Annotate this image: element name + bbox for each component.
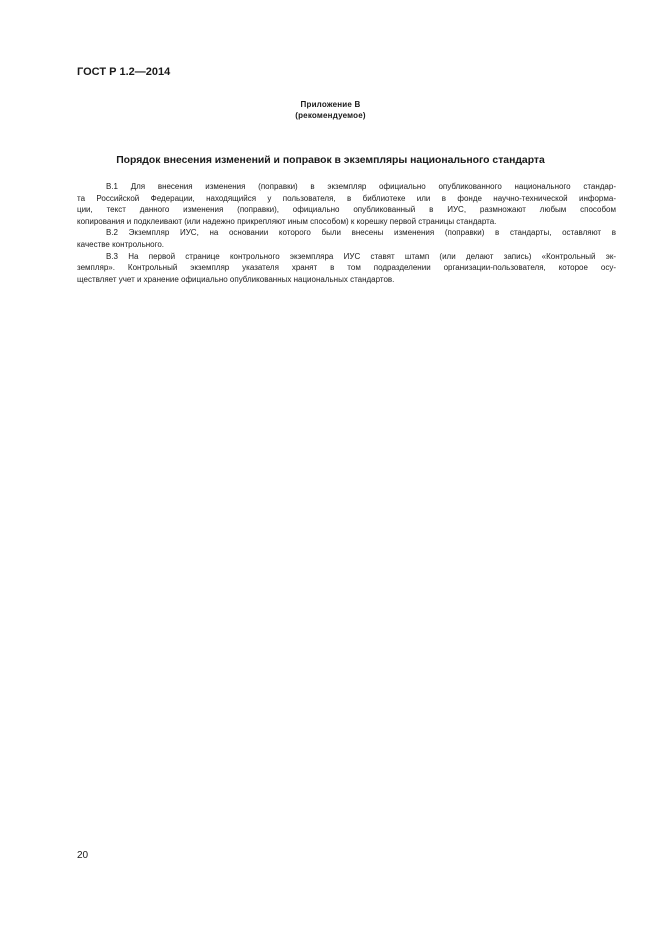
body-text [77,181,616,285]
text-line: В.3 На первой странице контрольного экземпляра ИУС ставят штамп (или делают запись) «Контрольный эк- [106,251,616,261]
annex-title: Приложение В [300,100,361,109]
paragraph-b2 [77,227,616,250]
annex-heading [0,99,661,121]
annex-status: (рекомендуемое) [295,111,366,120]
section-title: Порядок внесения изменений и поправок в экземпляры национального стандарта [116,155,545,166]
text-line: В.1 Для внесения изменения (поправки) в экземпляр официально опубликованного национального стандар- [106,182,616,191]
text-line: В.2 Экземпляр ИУС, на основании которого были внесены изменения (поправки) в стандарты, оставляют в [106,228,616,238]
text-line: земпляр». Контрольный экземпляр указателя хранят в том подразделении организации-пользователя, которое осу- [77,263,616,273]
text-line: ществляет учет и хранение официально опубликованных национальных стандартов. [77,274,395,284]
page-number: 20 [77,850,89,861]
text-line: та Российской Федерации, находящийся у пользователя, в библиотеке или в фонде научно-технической информа- [77,193,616,203]
standard-header: ГОСТ Р 1.2—2014 [77,66,171,78]
text-line: ции, текст данного изменения (поправки), официально опубликованный в ИУС, размножают любым способом [77,205,616,215]
text-line: копирования и подклеивают (или надежно прикрепляют иным способом) к корешку первой страницы стандарта. [77,216,497,226]
paragraph-b1 [77,181,616,227]
text-line: качестве контрольного. [77,239,165,249]
paragraph-b3 [77,251,616,286]
